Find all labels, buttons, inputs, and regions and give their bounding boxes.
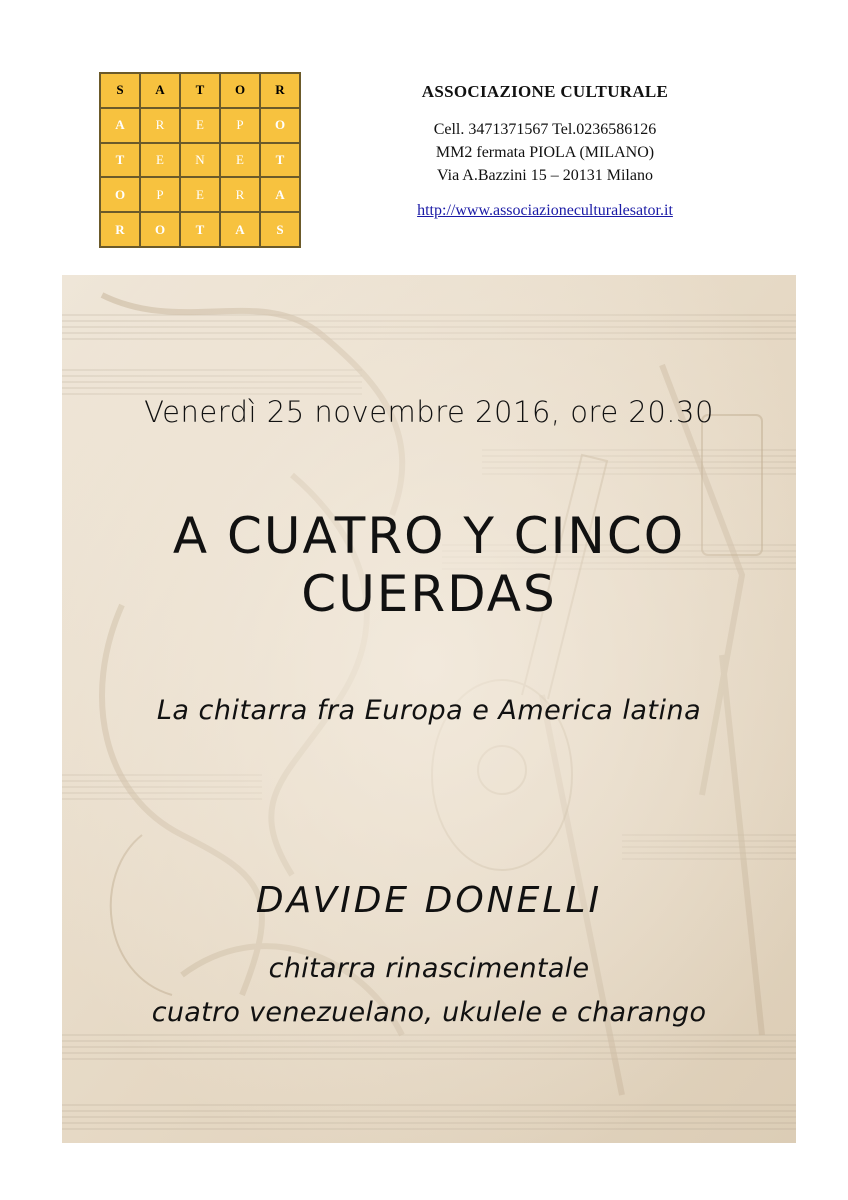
- sator-cell: R: [220, 177, 260, 212]
- sator-cell: E: [140, 143, 180, 178]
- sator-cell: O: [140, 212, 180, 247]
- org-name: ASSOCIAZIONE CULTURALE: [421, 82, 669, 101]
- sator-cell: T: [100, 143, 140, 178]
- event-subtitle: La chitarra fra Europa e America latina: [156, 695, 702, 726]
- sator-cell: O: [260, 108, 300, 143]
- sator-cell: S: [100, 73, 140, 108]
- event-date: Venerdì 25 novembre 2016, ore 20.30: [144, 395, 714, 429]
- concert-poster: [62, 275, 796, 1143]
- sator-cell: T: [180, 212, 220, 247]
- sator-cell: A: [220, 212, 260, 247]
- sator-cell: P: [220, 108, 260, 143]
- sator-cell: T: [180, 73, 220, 108]
- website-link[interactable]: http://www.associazioneculturalesator.it: [417, 202, 673, 219]
- sator-cell: O: [100, 177, 140, 212]
- sator-cell: A: [140, 73, 180, 108]
- sator-cell: E: [180, 108, 220, 143]
- event-title: [62, 507, 796, 623]
- event-title-line1: A CUATRO Y CINCO: [172, 507, 686, 565]
- address: Via A.Bazzini 15 – 20131 Milano: [437, 167, 653, 184]
- sator-square-logo: [99, 72, 301, 248]
- sator-cell: N: [180, 143, 220, 178]
- sator-cell: R: [140, 108, 180, 143]
- sator-cell: P: [140, 177, 180, 212]
- sator-cell: T: [260, 143, 300, 178]
- sator-cell: E: [180, 177, 220, 212]
- sator-cell: E: [220, 143, 260, 178]
- event-title-line2: CUERDAS: [301, 565, 557, 623]
- phone-numbers: Cell. 3471371567 Tel.0236586126: [433, 121, 657, 138]
- artist-name: DAVIDE DONELLI: [255, 880, 603, 921]
- sator-cell: A: [260, 177, 300, 212]
- sator-cell: S: [260, 212, 300, 247]
- artist-role-2: cuatro venezuelano, ukulele e charango: [151, 997, 707, 1028]
- metro-stop: MM2 fermata PIOLA (MILANO): [435, 144, 655, 161]
- artist-role-1: chitarra rinascimentale: [268, 953, 590, 984]
- sator-cell: O: [220, 73, 260, 108]
- sator-cell: A: [100, 108, 140, 143]
- sator-cell: R: [260, 73, 300, 108]
- sator-cell: R: [100, 212, 140, 247]
- header-info: [345, 82, 745, 222]
